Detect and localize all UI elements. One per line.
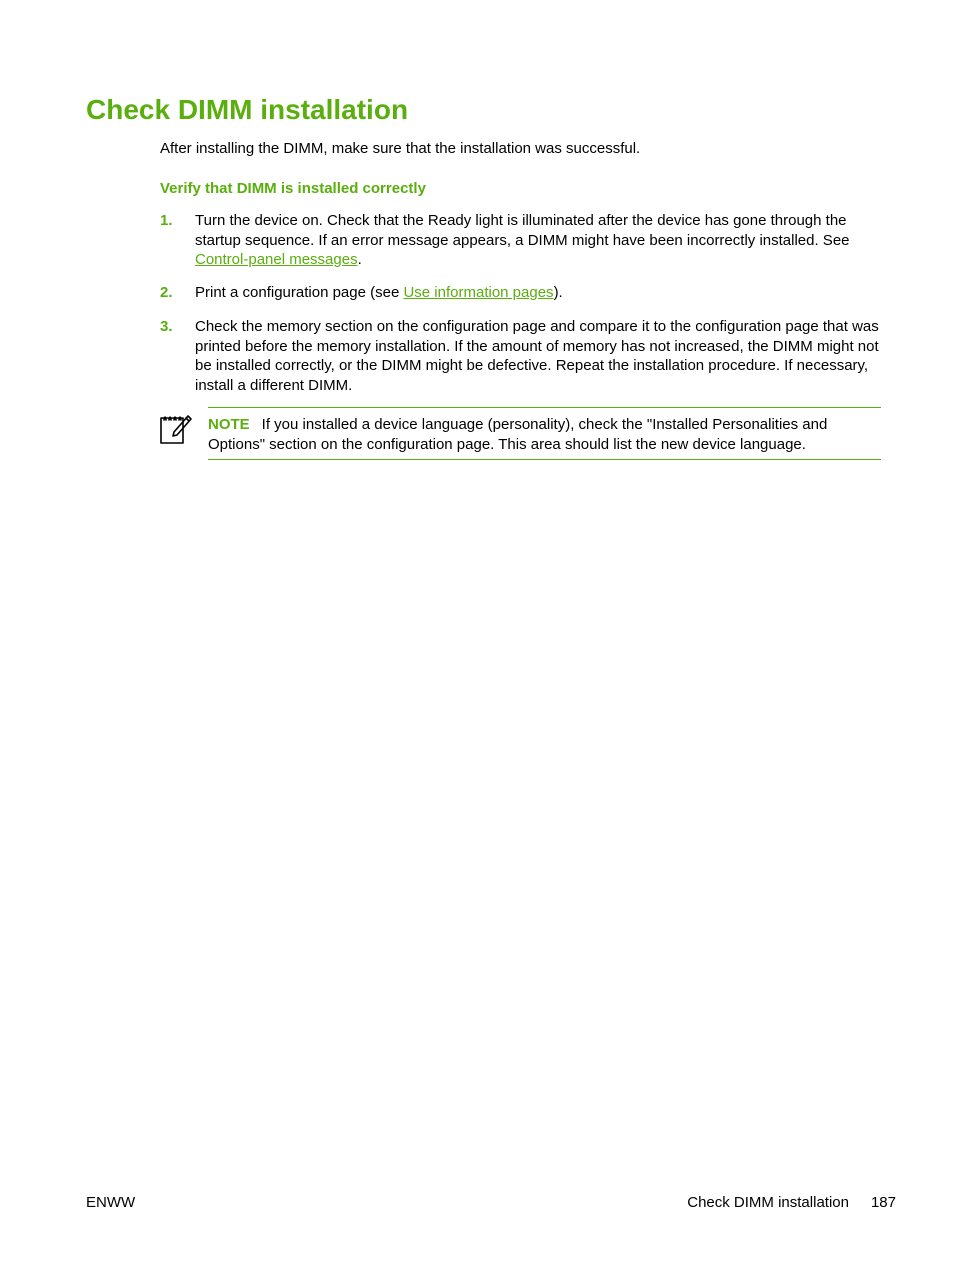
- step-text-after: .: [357, 251, 362, 268]
- step-number: 2.: [160, 284, 173, 301]
- note-text: [208, 415, 881, 454]
- step-text-before: Turn the device on. Check that the Ready light is illuminated after the device has gone through the startup sequence. If an error message appears, a DIMM might have been incorrectly installed. See: [195, 212, 850, 249]
- step-text-after: ).: [553, 284, 563, 301]
- footer-right: [687, 1193, 896, 1213]
- note-icon: [158, 410, 194, 446]
- use-information-pages-link[interactable]: Use information pages: [403, 284, 554, 301]
- note-body: If you installed a device language (personality), check the "Installed Personalities and Options" section on the configuration page. This area should list the new device language.: [208, 416, 828, 453]
- intro-paragraph: After installing the DIMM, make sure that the installation was successful.: [160, 140, 641, 157]
- page-title: Check DIMM installation: [86, 94, 409, 125]
- note-label: NOTE: [208, 416, 250, 433]
- control-panel-messages-link[interactable]: Control-panel messages: [195, 251, 358, 268]
- step-text: Check the memory section on the configuration page and compare it to the configuration page that was printed before the memory installation. If the amount of memory has not increased, the DIMM might not be installed correctly, or the DIMM might be defective. Repeat the installation procedure. If necessary, install a different DIMM.: [195, 318, 879, 394]
- footer-left: ENWW: [86, 1194, 136, 1211]
- note-box: [208, 407, 881, 460]
- step-number: 3.: [160, 318, 173, 335]
- step-text-before: Print a configuration page (see: [195, 284, 404, 301]
- footer-section-title: Check DIMM installation: [687, 1194, 849, 1211]
- step-text: [195, 211, 883, 270]
- section-subheading: Verify that DIMM is installed correctly: [160, 180, 426, 197]
- page-number: 187: [870, 1194, 896, 1211]
- step-text: [195, 283, 883, 303]
- step-number: 1.: [160, 212, 173, 229]
